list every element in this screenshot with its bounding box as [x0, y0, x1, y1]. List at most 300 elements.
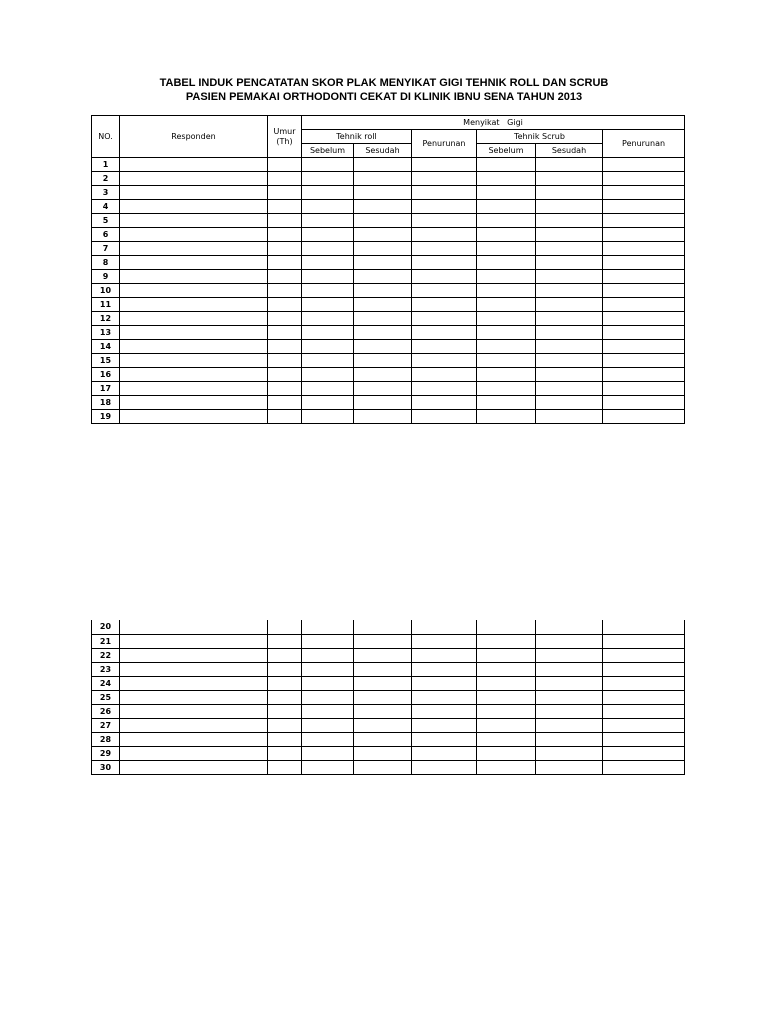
- table-row: [92, 732, 685, 746]
- table-row: [92, 410, 685, 424]
- scrub-sesudah-cell: [536, 634, 603, 648]
- row-number: 6: [92, 228, 120, 242]
- roll-sebelum-cell: [302, 620, 354, 634]
- responden-cell: [120, 718, 268, 732]
- roll-sesudah-cell: [354, 298, 412, 312]
- roll-sebelum-cell: [302, 256, 354, 270]
- umur-cell: [268, 228, 302, 242]
- scrub-sebelum-cell: [477, 382, 536, 396]
- roll-sesudah-cell: [354, 718, 412, 732]
- scrub-sebelum-cell: [477, 298, 536, 312]
- scrub-sesudah-cell: [536, 326, 603, 340]
- page-title-line-2: PASIEN PEMAKAI ORTHODONTI CEKAT DI KLINIK IBNU SENA TAHUN 2013: [185, 91, 583, 103]
- responden-cell: [120, 172, 268, 186]
- roll-penurunan-cell: [412, 760, 477, 774]
- roll-sebelum-cell: [302, 186, 354, 200]
- roll-penurunan-cell: [412, 256, 477, 270]
- umur-cell: [268, 760, 302, 774]
- table-row: [92, 172, 685, 186]
- scrub-penurunan-cell: [603, 676, 685, 690]
- roll-penurunan-cell: [412, 326, 477, 340]
- roll-sesudah-cell: [354, 620, 412, 634]
- scrub-sebelum-cell: [477, 326, 536, 340]
- table-row: [92, 312, 685, 326]
- roll-penurunan-cell: [412, 368, 477, 382]
- table-row: [92, 760, 685, 774]
- scrub-sebelum-cell: [477, 690, 536, 704]
- scrub-sesudah-cell: [536, 690, 603, 704]
- row-number: 30: [92, 760, 120, 774]
- umur-cell: [268, 690, 302, 704]
- scrub-penurunan-cell: [603, 186, 685, 200]
- scrub-sebelum-cell: [477, 228, 536, 242]
- umur-cell: [268, 746, 302, 760]
- roll-sesudah-cell: [354, 284, 412, 298]
- umur-cell: [268, 732, 302, 746]
- roll-sesudah-cell: [354, 242, 412, 256]
- roll-penurunan-cell: [412, 214, 477, 228]
- roll-sebelum-cell: [302, 312, 354, 326]
- table-row: [92, 704, 685, 718]
- responden-cell: [120, 270, 268, 284]
- row-number: 13: [92, 326, 120, 340]
- scrub-penurunan-cell: [603, 718, 685, 732]
- roll-sesudah-cell: [354, 410, 412, 424]
- header-sebelum-scrub: Sebelum: [477, 144, 536, 158]
- scrub-sesudah-cell: [536, 354, 603, 368]
- roll-penurunan-cell: [412, 662, 477, 676]
- scrub-penurunan-cell: [603, 760, 685, 774]
- responden-cell: [120, 396, 268, 410]
- table-row: [92, 634, 685, 648]
- roll-sebelum-cell: [302, 200, 354, 214]
- roll-penurunan-cell: [412, 676, 477, 690]
- header-umur-label: Umur: [273, 126, 296, 136]
- umur-cell: [268, 648, 302, 662]
- scrub-sebelum-cell: [477, 676, 536, 690]
- roll-sesudah-cell: [354, 228, 412, 242]
- page-title-line-1: TABEL INDUK PENCATATAN SKOR PLAK MENYIKAT GIGI TEHNIK ROLL DAN SCRUB: [159, 77, 609, 89]
- scrub-sesudah-cell: [536, 298, 603, 312]
- roll-sebelum-cell: [302, 760, 354, 774]
- roll-penurunan-cell: [412, 270, 477, 284]
- header-tehnik-scrub: Tehnik Scrub: [477, 130, 603, 144]
- roll-sebelum-cell: [302, 354, 354, 368]
- table-row: [92, 620, 685, 634]
- scrub-sesudah-cell: [536, 382, 603, 396]
- umur-cell: [268, 340, 302, 354]
- roll-penurunan-cell: [412, 396, 477, 410]
- responden-cell: [120, 158, 268, 172]
- roll-sebelum-cell: [302, 368, 354, 382]
- scrub-sesudah-cell: [536, 186, 603, 200]
- scrub-penurunan-cell: [603, 256, 685, 270]
- header-sebelum-roll: Sebelum: [302, 144, 354, 158]
- responden-cell: [120, 620, 268, 634]
- umur-cell: [268, 396, 302, 410]
- roll-penurunan-cell: [412, 620, 477, 634]
- umur-cell: [268, 410, 302, 424]
- scrub-sesudah-cell: [536, 312, 603, 326]
- scrub-sesudah-cell: [536, 270, 603, 284]
- scrub-sebelum-cell: [477, 620, 536, 634]
- responden-cell: [120, 410, 268, 424]
- scrub-penurunan-cell: [603, 746, 685, 760]
- row-number: 24: [92, 676, 120, 690]
- roll-penurunan-cell: [412, 690, 477, 704]
- row-number: 16: [92, 368, 120, 382]
- scrub-penurunan-cell: [603, 382, 685, 396]
- roll-sesudah-cell: [354, 214, 412, 228]
- scrub-sebelum-cell: [477, 158, 536, 172]
- responden-cell: [120, 368, 268, 382]
- table-row: [92, 676, 685, 690]
- roll-sebelum-cell: [302, 718, 354, 732]
- umur-cell: [268, 158, 302, 172]
- responden-cell: [120, 746, 268, 760]
- roll-penurunan-cell: [412, 172, 477, 186]
- responden-cell: [120, 648, 268, 662]
- responden-cell: [120, 662, 268, 676]
- scrub-penurunan-cell: [603, 368, 685, 382]
- roll-sebelum-cell: [302, 690, 354, 704]
- scrub-sesudah-cell: [536, 732, 603, 746]
- scrub-sesudah-cell: [536, 172, 603, 186]
- roll-sesudah-cell: [354, 704, 412, 718]
- roll-penurunan-cell: [412, 732, 477, 746]
- roll-sebelum-cell: [302, 172, 354, 186]
- scrub-sebelum-cell: [477, 172, 536, 186]
- header-sesudah-roll: Sesudah: [354, 144, 412, 158]
- umur-cell: [268, 368, 302, 382]
- table-row: [92, 228, 685, 242]
- row-number: 29: [92, 746, 120, 760]
- scrub-sebelum-cell: [477, 284, 536, 298]
- responden-cell: [120, 760, 268, 774]
- roll-sesudah-cell: [354, 676, 412, 690]
- roll-sesudah-cell: [354, 256, 412, 270]
- scrub-sebelum-cell: [477, 704, 536, 718]
- scrub-sesudah-cell: [536, 158, 603, 172]
- header-tehnik-roll: Tehnik roll: [302, 130, 412, 144]
- row-number: 25: [92, 690, 120, 704]
- roll-sebelum-cell: [302, 704, 354, 718]
- roll-sesudah-cell: [354, 634, 412, 648]
- umur-cell: [268, 620, 302, 634]
- roll-sebelum-cell: [302, 662, 354, 676]
- scrub-sesudah-cell: [536, 368, 603, 382]
- header-sesudah-scrub: Sesudah: [536, 144, 603, 158]
- header-responden: Responden: [120, 116, 268, 158]
- row-number: 19: [92, 410, 120, 424]
- responden-cell: [120, 186, 268, 200]
- umur-cell: [268, 298, 302, 312]
- roll-penurunan-cell: [412, 382, 477, 396]
- roll-sebelum-cell: [302, 648, 354, 662]
- scrub-sesudah-cell: [536, 760, 603, 774]
- responden-cell: [120, 242, 268, 256]
- responden-cell: [120, 284, 268, 298]
- roll-sebelum-cell: [302, 634, 354, 648]
- table-body-bottom: [92, 620, 685, 774]
- scrub-sesudah-cell: [536, 242, 603, 256]
- table-row: [92, 690, 685, 704]
- scrub-sebelum-cell: [477, 186, 536, 200]
- row-number: 20: [92, 620, 120, 634]
- scrub-penurunan-cell: [603, 270, 685, 284]
- header-penurunan-scrub: Penurunan: [603, 130, 685, 158]
- roll-penurunan-cell: [412, 746, 477, 760]
- roll-sesudah-cell: [354, 760, 412, 774]
- roll-penurunan-cell: [412, 634, 477, 648]
- scrub-sebelum-cell: [477, 746, 536, 760]
- scrub-penurunan-cell: [603, 732, 685, 746]
- roll-sebelum-cell: [302, 396, 354, 410]
- row-number: 26: [92, 704, 120, 718]
- row-number: 23: [92, 662, 120, 676]
- scrub-sesudah-cell: [536, 228, 603, 242]
- table-row: [92, 340, 685, 354]
- scrub-sebelum-cell: [477, 760, 536, 774]
- scrub-penurunan-cell: [603, 312, 685, 326]
- umur-cell: [268, 214, 302, 228]
- responden-cell: [120, 634, 268, 648]
- roll-sebelum-cell: [302, 270, 354, 284]
- table-row: [92, 214, 685, 228]
- scrub-penurunan-cell: [603, 354, 685, 368]
- roll-sesudah-cell: [354, 326, 412, 340]
- row-number: 28: [92, 732, 120, 746]
- scrub-sesudah-cell: [536, 256, 603, 270]
- roll-sesudah-cell: [354, 200, 412, 214]
- umur-cell: [268, 382, 302, 396]
- roll-sesudah-cell: [354, 368, 412, 382]
- scrub-sebelum-cell: [477, 718, 536, 732]
- header-penurunan-roll: Penurunan: [412, 130, 477, 158]
- roll-sesudah-cell: [354, 354, 412, 368]
- roll-sesudah-cell: [354, 158, 412, 172]
- umur-cell: [268, 634, 302, 648]
- responden-cell: [120, 382, 268, 396]
- row-number: 18: [92, 396, 120, 410]
- roll-sesudah-cell: [354, 648, 412, 662]
- responden-cell: [120, 340, 268, 354]
- scrub-sebelum-cell: [477, 648, 536, 662]
- scrub-penurunan-cell: [603, 214, 685, 228]
- table-row: [92, 382, 685, 396]
- umur-cell: [268, 718, 302, 732]
- scrub-sebelum-cell: [477, 732, 536, 746]
- table-row: [92, 396, 685, 410]
- table-row: [92, 256, 685, 270]
- header-menyikat-gigi: Menyikat Gigi: [302, 116, 685, 130]
- row-number: 11: [92, 298, 120, 312]
- roll-sesudah-cell: [354, 732, 412, 746]
- row-number: 8: [92, 256, 120, 270]
- roll-sebelum-cell: [302, 340, 354, 354]
- scrub-sebelum-cell: [477, 354, 536, 368]
- roll-penurunan-cell: [412, 158, 477, 172]
- scrub-penurunan-cell: [603, 340, 685, 354]
- roll-sesudah-cell: [354, 270, 412, 284]
- responden-cell: [120, 676, 268, 690]
- table-row: [92, 368, 685, 382]
- scrub-sebelum-cell: [477, 312, 536, 326]
- table-row: [92, 270, 685, 284]
- umur-cell: [268, 186, 302, 200]
- scrub-sesudah-cell: [536, 284, 603, 298]
- table-row: [92, 326, 685, 340]
- umur-cell: [268, 704, 302, 718]
- header-umur-unit: (Th): [276, 136, 293, 146]
- scrub-sebelum-cell: [477, 634, 536, 648]
- header-umur: [268, 116, 302, 158]
- table-row: [92, 746, 685, 760]
- scrub-sesudah-cell: [536, 676, 603, 690]
- roll-sesudah-cell: [354, 746, 412, 760]
- umur-cell: [268, 200, 302, 214]
- scrub-penurunan-cell: [603, 200, 685, 214]
- scrub-penurunan-cell: [603, 172, 685, 186]
- responden-cell: [120, 228, 268, 242]
- roll-sesudah-cell: [354, 690, 412, 704]
- row-number: 5: [92, 214, 120, 228]
- roll-sebelum-cell: [302, 326, 354, 340]
- roll-penurunan-cell: [412, 242, 477, 256]
- responden-cell: [120, 690, 268, 704]
- scrub-penurunan-cell: [603, 620, 685, 634]
- header-no: NO.: [92, 116, 120, 158]
- scrub-sesudah-cell: [536, 410, 603, 424]
- umur-cell: [268, 312, 302, 326]
- roll-penurunan-cell: [412, 312, 477, 326]
- row-number: 22: [92, 648, 120, 662]
- roll-sebelum-cell: [302, 214, 354, 228]
- roll-sesudah-cell: [354, 186, 412, 200]
- scrub-sebelum-cell: [477, 368, 536, 382]
- roll-sesudah-cell: [354, 382, 412, 396]
- scrub-sebelum-cell: [477, 200, 536, 214]
- scrub-sebelum-cell: [477, 242, 536, 256]
- responden-cell: [120, 704, 268, 718]
- row-number: 15: [92, 354, 120, 368]
- responden-cell: [120, 256, 268, 270]
- roll-sebelum-cell: [302, 746, 354, 760]
- roll-penurunan-cell: [412, 410, 477, 424]
- scrub-sebelum-cell: [477, 256, 536, 270]
- scrub-sebelum-cell: [477, 396, 536, 410]
- table-row: [92, 662, 685, 676]
- row-number: 12: [92, 312, 120, 326]
- row-number: 10: [92, 284, 120, 298]
- umur-cell: [268, 270, 302, 284]
- scrub-sebelum-cell: [477, 410, 536, 424]
- roll-sesudah-cell: [354, 172, 412, 186]
- table-row: [92, 284, 685, 298]
- roll-sesudah-cell: [354, 312, 412, 326]
- scrub-sesudah-cell: [536, 620, 603, 634]
- scrub-sesudah-cell: [536, 648, 603, 662]
- scrub-penurunan-cell: [603, 326, 685, 340]
- umur-cell: [268, 242, 302, 256]
- scrub-penurunan-cell: [603, 298, 685, 312]
- roll-sebelum-cell: [302, 284, 354, 298]
- roll-sebelum-cell: [302, 732, 354, 746]
- responden-cell: [120, 298, 268, 312]
- roll-sebelum-cell: [302, 298, 354, 312]
- table-row: [92, 200, 685, 214]
- roll-sebelum-cell: [302, 242, 354, 256]
- scrub-sebelum-cell: [477, 662, 536, 676]
- scrub-penurunan-cell: [603, 410, 685, 424]
- umur-cell: [268, 256, 302, 270]
- roll-penurunan-cell: [412, 298, 477, 312]
- roll-sebelum-cell: [302, 676, 354, 690]
- roll-penurunan-cell: [412, 648, 477, 662]
- scrub-sebelum-cell: [477, 340, 536, 354]
- scrub-penurunan-cell: [603, 662, 685, 676]
- scrub-sesudah-cell: [536, 214, 603, 228]
- scrub-sesudah-cell: [536, 662, 603, 676]
- scrub-sesudah-cell: [536, 718, 603, 732]
- umur-cell: [268, 354, 302, 368]
- roll-sebelum-cell: [302, 382, 354, 396]
- umur-cell: [268, 326, 302, 340]
- row-number: 2: [92, 172, 120, 186]
- responden-cell: [120, 312, 268, 326]
- table-row: [92, 298, 685, 312]
- responden-cell: [120, 354, 268, 368]
- table-body-top: [92, 158, 685, 424]
- roll-penurunan-cell: [412, 228, 477, 242]
- table-row: [92, 242, 685, 256]
- scrub-sesudah-cell: [536, 200, 603, 214]
- roll-penurunan-cell: [412, 718, 477, 732]
- row-number: 14: [92, 340, 120, 354]
- roll-penurunan-cell: [412, 354, 477, 368]
- table-row: [92, 158, 685, 172]
- scrub-penurunan-cell: [603, 648, 685, 662]
- scrub-penurunan-cell: [603, 634, 685, 648]
- roll-sebelum-cell: [302, 410, 354, 424]
- roll-penurunan-cell: [412, 200, 477, 214]
- roll-sesudah-cell: [354, 662, 412, 676]
- roll-sesudah-cell: [354, 396, 412, 410]
- row-number: 3: [92, 186, 120, 200]
- scrub-penurunan-cell: [603, 242, 685, 256]
- scrub-penurunan-cell: [603, 396, 685, 410]
- row-number: 27: [92, 718, 120, 732]
- row-number: 21: [92, 634, 120, 648]
- data-table-bottom: [91, 620, 685, 775]
- scrub-sesudah-cell: [536, 340, 603, 354]
- roll-penurunan-cell: [412, 704, 477, 718]
- responden-cell: [120, 326, 268, 340]
- row-number: 1: [92, 158, 120, 172]
- data-table-top: [91, 115, 685, 424]
- responden-cell: [120, 200, 268, 214]
- roll-penurunan-cell: [412, 284, 477, 298]
- scrub-sesudah-cell: [536, 704, 603, 718]
- roll-penurunan-cell: [412, 340, 477, 354]
- row-number: 17: [92, 382, 120, 396]
- umur-cell: [268, 662, 302, 676]
- umur-cell: [268, 284, 302, 298]
- row-number: 9: [92, 270, 120, 284]
- table-row: [92, 354, 685, 368]
- roll-sebelum-cell: [302, 158, 354, 172]
- scrub-penurunan-cell: [603, 158, 685, 172]
